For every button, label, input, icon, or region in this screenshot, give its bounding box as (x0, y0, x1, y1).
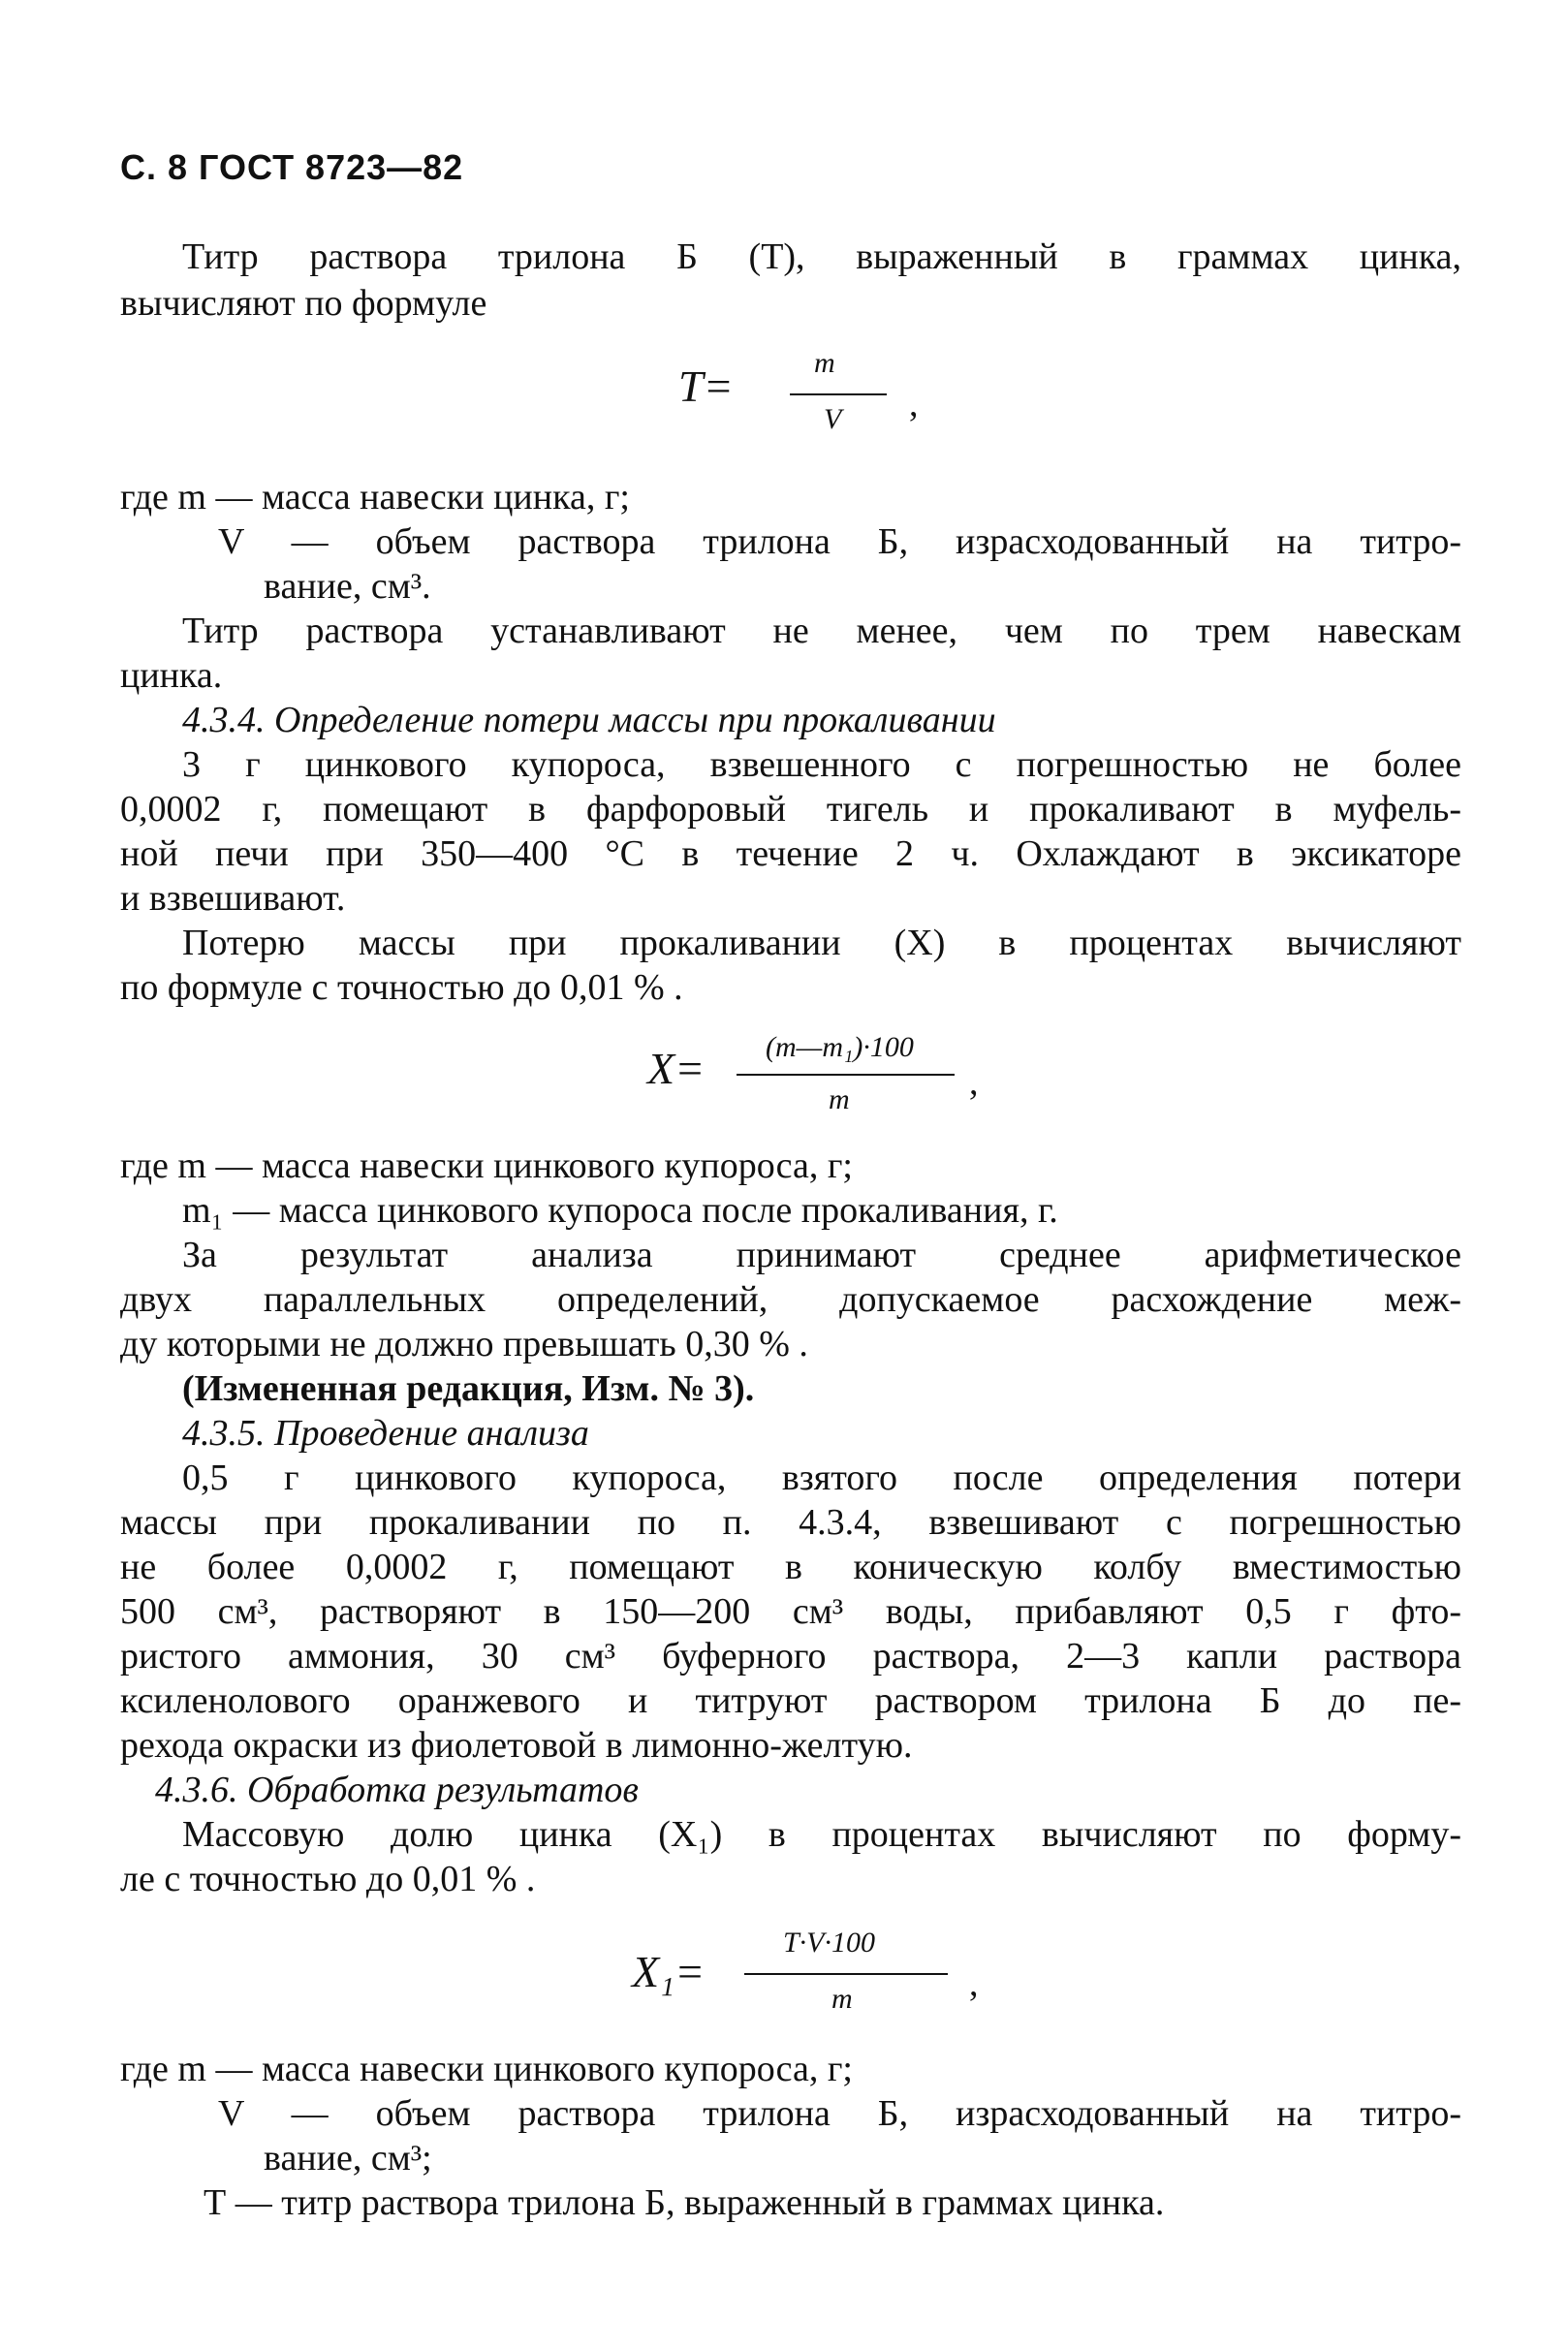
where-line: V — объем раствора трилона Б, израсходованный на титро- (218, 521, 1461, 562)
formula-lhs: Т= (678, 361, 734, 411)
formula-numerator: T·V·100 (783, 1927, 876, 1959)
where-line: вание, см³; (264, 2138, 432, 2179)
section-heading-4-3-6: 4.3.6. Обработка результатов (155, 1770, 639, 1810)
fraction-bar (737, 1074, 955, 1076)
text-line: рехода окраски из фиолетовой в лимонно-желтую. (120, 1725, 913, 1766)
text-line: по формуле с точностью до 0,01 % . (120, 967, 683, 1008)
text-line: ксиленолового оранжевого и титруют раствором трилона Б до пе- (120, 1680, 1461, 1721)
text-line: ристого аммония, 30 см³ буферного раствора, 2—3 капли раствора (120, 1636, 1461, 1677)
formula-punct: , (969, 1963, 979, 2004)
text-line: 3 г цинкового купороса, взвешенного с погрешностью не более (182, 744, 1461, 785)
formula-lhs: X= (647, 1044, 706, 1093)
amendment-note: (Измененная редакция, Изм. № 3). (182, 1368, 755, 1409)
where-line: где m — масса навески цинкового купороса, г; (120, 1145, 853, 1186)
formula-denominator: m (829, 1083, 850, 1115)
text-line: вычисляют по формуле (120, 283, 487, 324)
formula-punct: , (969, 1062, 979, 1103)
formula-numerator: (m—m₁)·100 (766, 1031, 914, 1063)
section-heading-4-3-5: 4.3.5. Проведение анализа (182, 1413, 589, 1454)
text-line: ду которыми не должно превышать 0,30 % . (120, 1324, 808, 1364)
text-line: двух параллельных определений, допускаемое расхождение меж- (120, 1279, 1461, 1320)
where-line: вание, см³. (264, 566, 431, 607)
text-line: Титр раствора трилона Б (Т), выраженный в граммах цинка, (182, 236, 1461, 277)
where-line: m₁ — масса цинкового купороса после прокаливания, г. (182, 1190, 1058, 1231)
where-line: Т — титр раствора трилона Б, выраженный в граммах цинка. (204, 2182, 1165, 2223)
where-line: V — объем раствора трилона Б, израсходованный на титро- (218, 2093, 1461, 2134)
text-line: За результат анализа принимают среднее арифметическое (182, 1235, 1461, 1275)
text-line: 500 см³, растворяют в 150—200 см³ воды, прибавляют 0,5 г фто- (120, 1591, 1461, 1632)
formula-punct: , (909, 384, 919, 424)
text-line: массы при прокаливании по п. 4.3.4, взвешивают с погрешностью (120, 1502, 1461, 1543)
text-line: 0,5 г цинкового купороса, взятого после определения потери (182, 1458, 1461, 1498)
page-header: С. 8 ГОСТ 8723—82 (120, 147, 464, 187)
formula-lhs: X₁= (632, 1947, 706, 1996)
text-line: 0,0002 г, помещают в фарфоровый тигель и прокаливают в муфель- (120, 789, 1461, 830)
fraction-bar (744, 1973, 948, 1975)
text-line: ной печи при 350—400 °С в течение 2 ч. Охлаждают в эксикаторе (120, 833, 1461, 874)
formula-denominator: V (824, 403, 842, 435)
text-line: не более 0,0002 г, помещают в коническую колбу вместимостью (120, 1547, 1461, 1587)
section-heading-4-3-4: 4.3.4. Определение потери массы при прокаливании (182, 700, 996, 740)
text-line: ле с точностью до 0,01 % . (120, 1859, 536, 1899)
formula-denominator: m (831, 1983, 853, 2015)
where-line: где m — масса навески цинкового купороса, г; (120, 2049, 853, 2089)
text-line: и взвешивают. (120, 878, 346, 919)
text-line: Массовую долю цинка (X₁) в процентах вычисляют по форму- (182, 1814, 1461, 1855)
text-line: Титр раствора устанавливают не менее, чем по трем навескам (182, 611, 1461, 651)
text-line: цинка. (120, 655, 223, 696)
formula-numerator: m (814, 347, 835, 379)
text-line: Потерю массы при прокаливании (X) в процентах вычисляют (182, 923, 1461, 963)
where-line: где m — масса навески цинка, г; (120, 477, 630, 517)
fraction-bar (790, 393, 887, 395)
